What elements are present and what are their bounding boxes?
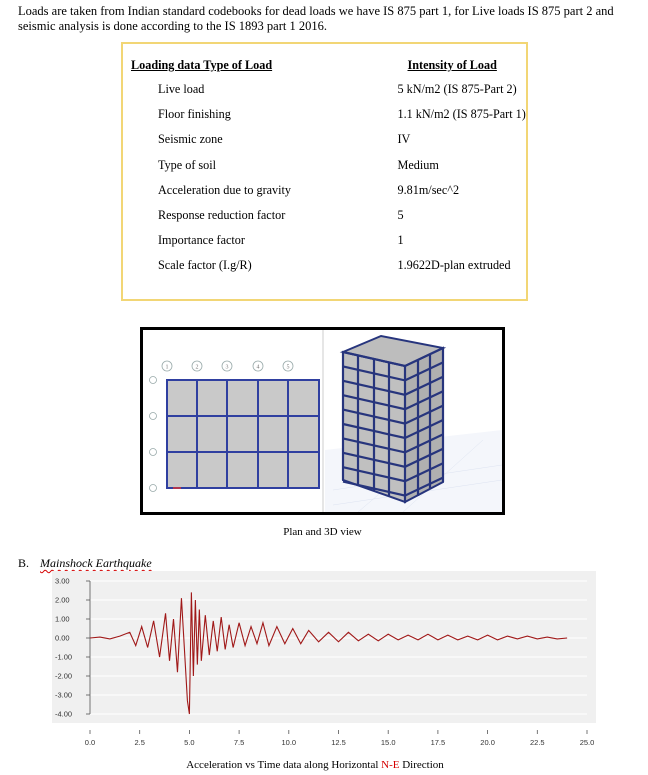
load-intensity-cell: IV bbox=[397, 132, 411, 147]
x-tick-label: 15.0 bbox=[380, 738, 396, 747]
plan-grid-label: 4 bbox=[256, 364, 260, 371]
chart-svg bbox=[52, 571, 596, 754]
figure-caption: Plan and 3D view bbox=[283, 526, 362, 538]
acceleration-series-line bbox=[90, 592, 567, 714]
section-title: Mainshock Earthquake bbox=[40, 556, 152, 570]
load-intensity-cell: 9.81m/sec^2 bbox=[397, 182, 460, 197]
table-row bbox=[131, 183, 526, 208]
table-row bbox=[131, 208, 526, 233]
load-type-cell: Type of soil bbox=[158, 157, 217, 172]
y-tick-label: -3.00 bbox=[55, 690, 73, 700]
plan-and-3d-svg bbox=[143, 330, 502, 512]
plan-grid-label: 3 bbox=[225, 364, 229, 371]
x-tick-label: 20.0 bbox=[480, 738, 495, 747]
x-tick-label: 17.5 bbox=[430, 738, 446, 747]
y-tick-label: 1.00 bbox=[55, 614, 70, 624]
plan-grid-label: 5 bbox=[286, 364, 290, 371]
y-tick-label: 3.00 bbox=[55, 576, 70, 586]
load-intensity-cell: 1.9622D-plan extruded bbox=[397, 258, 511, 273]
plan-and-3d-figure bbox=[140, 327, 505, 515]
load-type-cell: Importance factor bbox=[158, 233, 245, 248]
chart-xlabel-text: Acceleration vs Time data along Horizontal N-E Direction bbox=[186, 759, 444, 771]
load-intensity-cell: 5 bbox=[397, 207, 404, 222]
load-intensity-cell: 5 kN/m2 (IS 875-Part 2) bbox=[397, 82, 517, 96]
y-tick-label: -4.00 bbox=[55, 709, 73, 719]
x-tick-label: 25.0 bbox=[579, 738, 595, 747]
load-type-cell: Live load bbox=[158, 82, 205, 96]
x-tick-label: 12.5 bbox=[331, 738, 346, 747]
table-header-intensity: Intensity of Load bbox=[407, 58, 497, 72]
plan-grid-label: 2 bbox=[195, 364, 199, 371]
x-tick-label: 5.0 bbox=[184, 738, 195, 747]
y-tick-label: 0.00 bbox=[55, 633, 70, 643]
table-row bbox=[131, 82, 526, 107]
3d-view bbox=[325, 336, 502, 512]
section-heading bbox=[18, 556, 152, 571]
table-row bbox=[131, 233, 526, 258]
loading-data-table bbox=[121, 42, 528, 301]
load-intensity-cell: 1 bbox=[397, 233, 404, 248]
x-tick-label: 10.0 bbox=[281, 738, 297, 747]
load-type-cell: Seismic zone bbox=[158, 132, 223, 147]
load-type-cell: Acceleration due to gravity bbox=[158, 182, 291, 197]
y-tick-label: -2.00 bbox=[55, 671, 73, 681]
intro-paragraph: Loads are taken from Indian standard codebooks for dead loads we have IS 875 part 1, for Live loads IS 875 part 2 and seismic analysis is done according to the IS 1893 part 1 2016. bbox=[18, 4, 614, 33]
plan-view bbox=[150, 361, 320, 492]
load-type-cell: Scale factor (I.g/R) bbox=[158, 258, 252, 273]
load-intensity-cell: 1.1 kN/m2 (IS 875-Part 1) bbox=[397, 107, 526, 122]
load-intensity-cell: Medium bbox=[397, 157, 439, 172]
table-row bbox=[131, 158, 526, 183]
table-body bbox=[131, 82, 526, 284]
acceleration-chart bbox=[52, 571, 596, 754]
plan-grid-label: 1 bbox=[165, 364, 169, 371]
load-type-cell: Floor finishing bbox=[158, 107, 231, 122]
x-tick-label: 7.5 bbox=[233, 738, 245, 747]
x-tick-label: 2.5 bbox=[134, 738, 145, 747]
section-number: B. bbox=[18, 556, 30, 570]
y-tick-label: -1.00 bbox=[55, 652, 73, 662]
table-row bbox=[131, 258, 526, 283]
table-row bbox=[131, 132, 526, 157]
direction-highlight: N-E bbox=[381, 759, 400, 771]
x-tick-label: 22.5 bbox=[529, 738, 545, 747]
y-tick-label: 2.00 bbox=[55, 595, 70, 605]
x-tick-label: 0.0 bbox=[84, 738, 96, 747]
table-row bbox=[131, 107, 526, 132]
load-type-cell: Response reduction factor bbox=[158, 207, 286, 222]
chart-xlabel bbox=[150, 759, 480, 771]
table-header-type: Loading data Type of Load bbox=[131, 58, 273, 72]
